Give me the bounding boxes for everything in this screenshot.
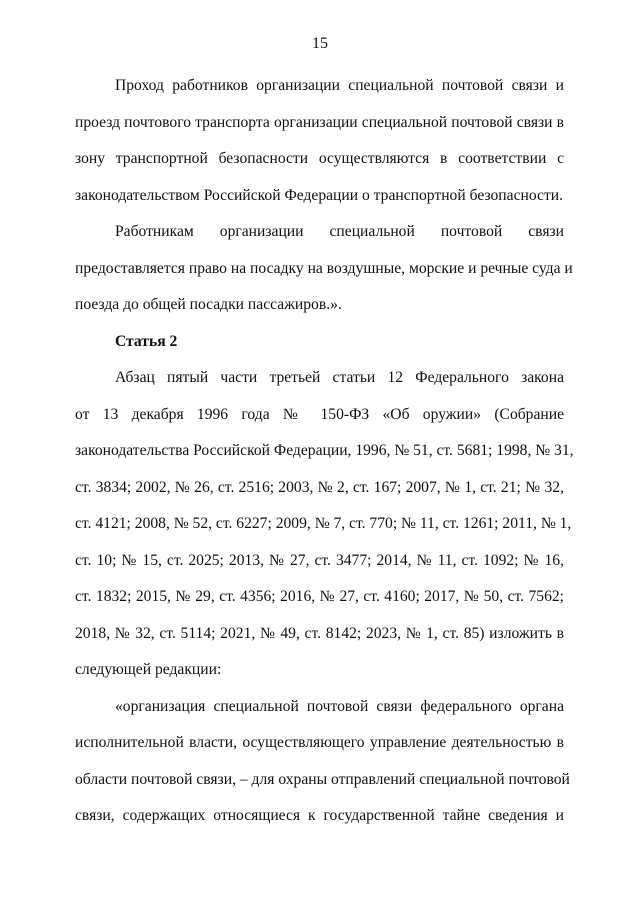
document-body bbox=[75, 68, 574, 835]
text-line: исполнительной власти, осуществляющего управление деятельностью в bbox=[75, 734, 564, 751]
text-line: зону транспортной безопасности осуществляются в соответствии с bbox=[75, 150, 564, 167]
text-line: ст. 3834; 2002, № 26, ст. 2516; 2003, № 2, ст. 167; 2007, № 1, ст. 21; № 32, bbox=[75, 478, 564, 496]
article-paragraphs bbox=[75, 360, 574, 835]
text-line: поезда до общей посадки пассажиров.». bbox=[75, 296, 342, 313]
text-line: ст. 1832; 2015, № 29, ст. 4356; 2016, № 27, ст. 4160; 2017, № 50, ст. 7562; bbox=[75, 588, 564, 605]
text-line: области почтовой связи, – для охраны отправлений специальной почтовой bbox=[75, 770, 570, 788]
paragraph bbox=[75, 689, 570, 835]
text-line: Абзац пятый части третьей статьи 12 Федерального закона bbox=[115, 369, 564, 386]
text-line: 2018, № 32, ст. 5114; 2021, № 49, ст. 8142; 2023, № 1, ст. 85) изложить в bbox=[75, 624, 564, 642]
article-heading: Статья 2 bbox=[115, 332, 178, 350]
text-line: законодательства Российской Федерации, 1996, № 51, ст. 5681; 1998, № 31, bbox=[75, 442, 574, 459]
text-line: от 13 декабря 1996 года № 150-ФЗ «Об оружии» (Собрание bbox=[75, 405, 564, 423]
page-number: 15 bbox=[312, 35, 328, 52]
text-line: следующей редакции: bbox=[75, 661, 222, 678]
text-line: предоставляется право на посадку на воздушные, морские и речные суда и bbox=[75, 259, 573, 277]
intro-paragraphs bbox=[75, 68, 573, 324]
text-line: Проход работников организации специальной почтовой связи и bbox=[115, 77, 564, 94]
text-line: законодательством Российской Федерации о транспортной безопасности. bbox=[75, 186, 564, 204]
text-line: ст. 10; № 15, ст. 2025; 2013, № 27, ст. 3477; 2014, № 11, ст. 1092; № 16, bbox=[75, 551, 564, 569]
paragraph bbox=[75, 360, 574, 689]
text-line: ст. 4121; 2008, № 52, ст. 6227; 2009, № 7, ст. 770; № 11, ст. 1261; 2011, № 1, bbox=[75, 515, 572, 532]
text-line: Работникам организации специальной почтовой связи bbox=[115, 223, 564, 240]
paragraph bbox=[75, 214, 573, 324]
text-line: связи, содержащих относящиеся к государственной тайне сведения и bbox=[75, 807, 564, 824]
paragraph bbox=[75, 68, 564, 214]
text-line: «организация специальной почтовой связи федерального органа bbox=[115, 697, 564, 715]
text-line: проезд почтового транспорта организации специальной почтовой связи в bbox=[75, 113, 564, 131]
